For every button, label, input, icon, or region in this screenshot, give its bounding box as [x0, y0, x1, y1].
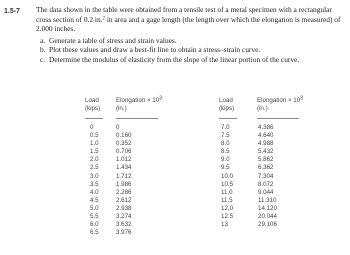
- elongation-cell: 9.044: [258, 188, 274, 196]
- problem-intro-text-continued: in area and a gage length (the length over which the elongation is measured) of 2.000 inches.: [36, 14, 341, 34]
- elongation-cell: 4.386: [258, 124, 274, 131]
- load-column-header: [219, 97, 234, 113]
- elongation-cell: 2.286: [116, 188, 132, 196]
- elongation-cell: 0.706: [116, 148, 132, 156]
- elongation-cell: 11.310: [258, 196, 277, 204]
- load-column: [221, 124, 233, 229]
- load-cell: 0.5: [90, 132, 99, 140]
- load-cell: 12.5: [221, 213, 234, 221]
- problem-intro-text: The data shown in the table were obtained from a tensile test of a metal specimen with a rectangular cross section of 0.2 in.: [36, 5, 332, 24]
- elongation-cell: 1.712: [116, 172, 132, 180]
- elongation-cell: 3.274: [116, 213, 132, 221]
- elongation-cell: 3.632: [116, 221, 132, 229]
- task-letter: c.: [40, 54, 46, 64]
- load-header-label: Load: [85, 97, 99, 104]
- elongation-cell: 29.106: [258, 221, 277, 229]
- elongation-column: [258, 124, 277, 229]
- load-header-rule: [85, 118, 103, 119]
- load-cell: 10.0: [221, 172, 234, 180]
- load-cell: 4.5: [90, 196, 99, 204]
- elongation-cell: 4.988: [258, 140, 274, 148]
- elongation-cell: 7.304: [258, 172, 274, 180]
- problem-number: 1.5-7: [4, 8, 20, 15]
- elongation-cell: 1.434: [116, 164, 132, 172]
- elongation-column-header: [116, 97, 162, 113]
- load-cell: 3.0: [90, 172, 99, 180]
- load-cell: 11.5: [221, 196, 233, 204]
- load-cell: 5.5: [90, 213, 99, 221]
- elongation-cell: 3.976: [116, 229, 132, 237]
- task-b: [36, 45, 348, 55]
- elongation-cell: 20.044: [258, 213, 277, 221]
- elongation-cell: 8.072: [258, 180, 274, 188]
- load-cell: 5.0: [90, 204, 99, 212]
- task-list: [36, 36, 348, 65]
- elongation-header-unit: (in.): [116, 105, 127, 112]
- elongation-column-header: [257, 97, 303, 113]
- elongation-cell: 5.432: [258, 148, 274, 156]
- problem-intro: [36, 5, 348, 34]
- elongation-header-unit: (in.): [257, 105, 268, 112]
- load-cell: 13: [221, 221, 228, 229]
- load-cell: 1.5: [90, 148, 99, 156]
- elongation-cell: 5.862: [258, 156, 274, 164]
- elongation-column: [116, 124, 131, 237]
- elongation-exponent: 3: [300, 95, 303, 102]
- elongation-exponent: 3: [159, 95, 162, 102]
- load-cell: 9.0: [221, 156, 230, 164]
- load-header-rule: [219, 118, 237, 119]
- load-cell: 2.0: [90, 156, 99, 164]
- load-cell: 11.0: [221, 188, 233, 196]
- task-letter: b.: [40, 45, 46, 55]
- elongation-cell: 0: [116, 124, 120, 131]
- elongation-cell: 6.362: [258, 164, 274, 172]
- elongation-cell: 0.352: [116, 140, 132, 148]
- load-cell: 4.0: [90, 188, 99, 196]
- load-cell: 3.5: [90, 180, 99, 188]
- elongation-cell: 1.986: [116, 180, 132, 188]
- elongation-cell: 0.160: [116, 132, 132, 140]
- elongation-cell: 4.640: [258, 132, 274, 140]
- task-text: Plot these values and draw a best-fit line to obtain a stress–strain curve.: [49, 45, 261, 55]
- load-cell: 9.5: [221, 164, 230, 172]
- task-letter: a.: [40, 35, 46, 45]
- elongation-cell: 2.612: [116, 196, 132, 204]
- load-cell: 8.5: [221, 148, 230, 156]
- load-cell: 1.0: [90, 140, 99, 148]
- elongation-cell: 1.012: [116, 156, 132, 164]
- elongation-header-label: Elongation × $10^3$: [116, 95, 162, 104]
- area-unit-exponent: 2: [102, 16, 106, 22]
- problem-statement: [36, 5, 348, 65]
- elongation-header-rule: [257, 118, 299, 119]
- load-header-unit: (kips): [219, 105, 235, 112]
- elongation-cell: 14.120: [258, 204, 277, 212]
- load-header-label: Load: [219, 97, 233, 104]
- task-text: Determine the modulus of elasticity from the slope of the linear portion of the curve.: [49, 54, 300, 64]
- load-cell: 8.0: [221, 140, 230, 148]
- load-cell: 7.0: [221, 124, 230, 131]
- load-cell: 7.5: [221, 132, 230, 140]
- load-cell: 12.0: [221, 204, 234, 212]
- load-cell: 6.0: [90, 221, 99, 229]
- load-cell: 2.5: [90, 164, 99, 172]
- elongation-cell: 2.938: [116, 204, 132, 212]
- task-text: Generate a table of stress and strain values.: [49, 35, 177, 45]
- elongation-header-label: Elongation × $10^3$: [257, 95, 303, 104]
- load-cell: 6.5: [90, 229, 99, 237]
- load-header-unit: (kips): [85, 105, 101, 112]
- load-column-header: [85, 97, 100, 113]
- elongation-header-rule: [116, 118, 158, 119]
- task-a: [36, 36, 348, 46]
- load-cell: 0: [90, 124, 94, 131]
- task-c: [36, 55, 348, 65]
- load-column: [90, 124, 99, 237]
- load-cell: 10.5: [221, 180, 234, 188]
